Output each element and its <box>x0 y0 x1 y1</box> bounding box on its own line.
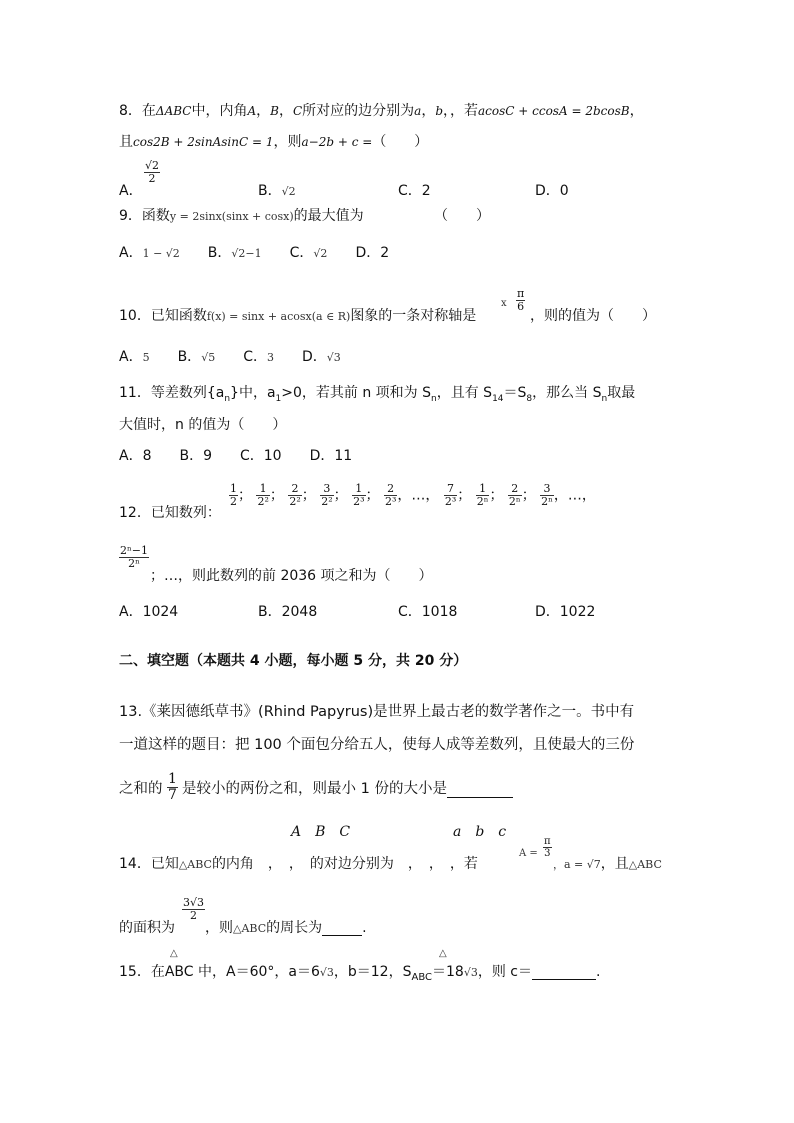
q12-option-c: C．1018 <box>398 604 458 620</box>
q11-options: A．8 B．9 C．10 D．11 <box>119 448 353 464</box>
q12-sequence: $\frac{1}{2}$ ； $\frac{1}{\text{2²}}$ ； $\frac{2}{\text{2²}}$ ； $\frac{3}{\text{2²}}$ ； $\frac{1}{\text{2³}}$ ； $\frac{2}{\text{2³}}$ ，…， $\frac{7}{\text{2³}}$ ； $\frac{1}{\text{2ⁿ}}$ ； $\frac{2}{\text{2ⁿ}}$ ； $\frac{3}{\text{2ⁿ}}$ ，…， <box>230 482 596 509</box>
q12-line2: ；…，则此数列的前 2036 项之和为（ ） <box>150 568 433 584</box>
q14-line1: 14．已知△ABC的内角 ， ， 的对边分别为 ， ， ，若 <box>119 856 478 872</box>
q13-answer-blank[interactable] <box>447 782 513 798</box>
q12-label: 12．已知数列： <box>119 505 221 521</box>
q15-triangle-symbol: △ <box>170 948 178 959</box>
q12-frac-6: $\frac{2}{\text{2³}}$ <box>384 482 397 509</box>
q14-float-ABC: A B C <box>291 824 351 840</box>
q8-option-b: B．√2 <box>258 183 296 199</box>
q12-frac-2: $\frac{1}{\text{2²}}$ <box>257 482 269 509</box>
q14-line2: ，则△ABC的周长为 . <box>205 920 367 936</box>
q10-line1-end: ，则的值为（ ） <box>530 308 656 324</box>
q9-paren: （ ） <box>434 208 490 224</box>
q9-line1: 9．函数y = 2sinx(sinx + cosx)的最大值为 <box>119 208 364 224</box>
q14-float-abc: a b c <box>453 824 507 840</box>
q12-frac-4: $\frac{3}{\text{2²}}$ <box>321 482 333 509</box>
q13-line3a: 之和的 <box>119 781 163 797</box>
q13-line3b: 是较小的两份之和，则最小 1 份的大小是 <box>182 782 513 798</box>
q14-line2a: 的面积为 <box>119 920 175 936</box>
q12-option-a: A．1024 <box>119 604 179 620</box>
q12-option-b: B．2048 <box>258 604 318 620</box>
q13-line1: 13.《莱因德纸草书》(Rhind Papyrus)是世界上最古老的数学著作之一。书中有 <box>119 704 635 720</box>
q12-frac-1: $\frac{1}{2}$ <box>230 482 237 509</box>
q11-line1: 11．等差数列$\{a_n\}$中，$a_1>0$，若其前 n 项和为 $S_n$，且有 $S_{14}=S_8$，那么当 $S_n$取最 <box>119 385 636 404</box>
q15-answer-blank[interactable] <box>532 965 596 980</box>
q13-line2: 一道这样的题目：把 100 个面包分给五人，使每人成等差数列，且使最大的三份 <box>119 737 635 753</box>
q12-frac-10: $\frac{3}{\text{2ⁿ}}$ <box>541 482 553 509</box>
q14-A: A = <box>519 848 538 859</box>
q12-frac-5: $\frac{1}{\text{2³}}$ <box>353 482 365 509</box>
q12-frac-11: $\frac{\text{2ⁿ−1}}{\text{2ⁿ}}$ <box>120 544 148 571</box>
q15-triangle-symbol-2: △ <box>439 948 447 959</box>
q12-frac-8: $\frac{1}{\text{2ⁿ}}$ <box>476 482 489 509</box>
q8-option-c: C．2 <box>398 183 431 199</box>
q14-answer-blank[interactable] <box>322 921 362 936</box>
q12-frac-9: $\frac{2}{\text{2ⁿ}}$ <box>508 482 521 509</box>
q10-line1: 10．已知函数f(x) = sinx + acosx(a ∈ R)图象的一条对称轴是 <box>119 308 477 324</box>
q14-fraction: $\frac{\pi}{3}$ <box>544 836 551 859</box>
section-title: 二、填空题（本题共 4 小题，每小题 5 分，共 20 分） <box>119 653 468 669</box>
q11-line2: 大值时，n 的值为（ ） <box>119 417 287 433</box>
q14-area-fraction: $\frac{3√3}{2}$ <box>183 896 205 923</box>
q10-fraction: $\frac{\pi}{6}$ <box>517 287 525 314</box>
q13-fraction: $\frac{1}{7}$ <box>168 771 177 804</box>
q8-line1: 8．在ΔABC中，内角A，B，C所对应的边分别为a，b，，若acosC + ccosA = 2bcosB， <box>119 103 644 119</box>
q10-options: A．5 B．√5 C．3 D．√3 <box>119 349 341 365</box>
q8-option-a-fraction: $\frac{√2}{2}$ <box>145 159 160 186</box>
q12-frac-3: $\frac{2}{\text{2²}}$ <box>289 482 301 509</box>
q14-line1-end: ，a = √7，且△ABC <box>553 856 662 872</box>
q12-frac-7: $\frac{7}{\text{2³}}$ <box>444 482 457 509</box>
q9-options: A．1 − √2 B．√2−1 C．√2 D．2 <box>119 245 390 261</box>
q12-option-d: D．1022 <box>535 604 596 620</box>
q8-option-d: D．0 <box>535 183 569 199</box>
q15-line: 15．在ABC 中，A＝60°，a＝6√3，b＝12，$S_{ABC}=18√3$，则 c＝ . <box>119 964 601 983</box>
q10-x: x <box>501 298 507 309</box>
q8-line2: 且cos2B + 2sinAsinC = 1，则a−2b + c =（ ） <box>119 134 429 150</box>
q8-option-a: A． <box>119 183 143 199</box>
